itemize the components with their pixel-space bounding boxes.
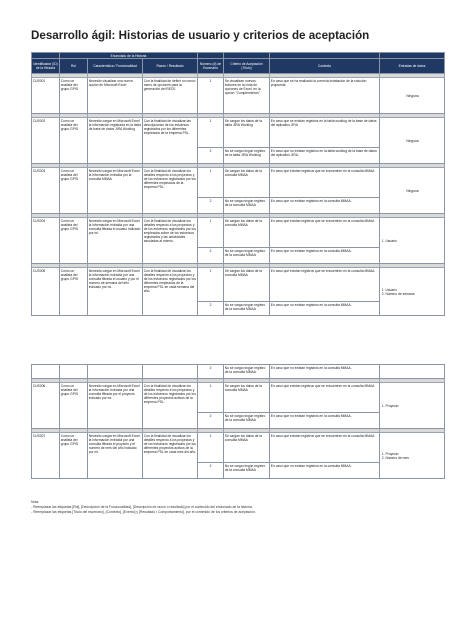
scenario-number-cell: 1 [198,78,224,114]
notes-heading: Nota: [31,500,40,504]
story-razon-cell: Con la finalidad de visualizar las descripciones de los esfuerzos registrados por los diferentes empleados de la empresa PSL. [143,118,198,164]
story-rol-cell: Como un analista del grupo GPIS [60,268,88,316]
scenario-number-cell: 1 [198,383,224,413]
col-header-caracteristica: Característica / Funcionalidad [88,59,143,74]
page-gap [31,280,444,364]
col-header-numero: Número (#) de Escenario [198,59,224,74]
entrada-item: 1. Usuario [381,287,397,292]
group-header-story: Enunciado de la Historia [60,53,198,59]
entrada-item: Ninguna [406,93,419,98]
story-row [32,118,445,148]
scenario-number-cell: 2 [198,413,224,429]
story-entradas-cell [380,218,445,264]
scenario-number-cell: 2 [198,302,224,316]
stories-sheet [31,52,444,316]
notes-line: - Reemplazar las etiquetas [Rol], [Descripción de la Funcionalidad], [Descripción de razón o resultado] por el contenido del enunciado de la historia. [31,505,253,509]
story-row [32,383,445,413]
story-entradas-cell [380,433,445,479]
story-rol-cell: Como un analista del grupo GPIS [60,433,88,479]
scenario-criterio-cell: No se carga ningún registro de la consulta MMAA [224,302,270,316]
story-caracteristica-cell: Necesito cargar en Microsoft Excel la información extraída por una consulta filtrada el usuario indicado por mi. [88,218,143,264]
scenario-number-cell: 1 [198,168,224,198]
stories-sheet-continued [31,364,444,479]
scenario-criterio-cell: Se visualizan nuevos botones en la cinta de opciones de Excel, en la opción "Complementos" [224,78,270,114]
story-rol-cell: Como un analista del grupo GPIS [60,218,88,264]
story-row [32,218,445,248]
story-caracteristica-cell: Necesito cargar en Microsoft Excel la información extraída por la consulta MMAA [88,168,143,214]
story-razon-cell: Con la finalidad de visualizar los detalles respecto a los proyectos y de los esfuerzos registrados por los empleados sobre de los esfuerzos registrados y las actividades asociadas al mismo. [143,218,198,264]
scenario-criterio-cell: No se carga ningún registro de la tabla JIRA Worklog [224,148,270,164]
story-id-cell: CUS001 [32,78,60,114]
story-entradas-cell [380,78,445,114]
page-title: Desarrollo ágil: Historias de usuario y criterios de aceptación [31,29,370,42]
empty-cell [88,365,143,379]
entrada-item: 1. Proyecto [381,451,399,456]
continuation-row [32,365,445,379]
story-caracteristica-cell: Necesito cargar en Microsoft Excel la información extraída por una consulta filtrada el proyecto y el número de mes del año indicado por mí. [88,433,143,479]
entrada-item: 2. Número de mes [381,455,409,460]
col-header-criterio: Criterio de Aceptación (Título) [224,59,270,74]
empty-cell [143,365,198,379]
scenario-contexto-cell: En caso que se ha realizado la correcta instalación de la solución propuesta [270,78,380,114]
story-id-cell: CUS002 [32,118,60,164]
entrada-item: 1. Usuario [381,238,397,243]
story-caracteristica-cell: Necesito cargar en Microsoft Excel la información registrada en la tabla de base de datos JIRA Worklog [88,118,143,164]
scenario-number-cell: 2 [198,248,224,264]
story-entradas-cell [380,168,445,214]
scenario-contexto-cell: En caso que no existan registros en la consulta MMAA. [270,413,380,429]
scenario-number-cell: 1 [198,218,224,248]
scenario-number-cell: 1 [198,118,224,148]
story-razon-cell: Con la finalidad de visualizar los detalles respecto a los proyectos y de los esfuerzos registrados por los diferentes proyectos activos de la empresa PSL. [143,383,198,429]
entrada-item: Ninguna [406,188,419,193]
scenario-number-cell: 2 [198,148,224,164]
story-razon-cell: Con la finalidad de visualizar los detalles respecto a los proyectos y de los esfuerzos registrados por los diferentes empleados de la empresa PSL en cada semana del año. [143,268,198,316]
scenario-contexto-cell: En caso que existan registros que se encuentren en la consulta MMAA [270,433,380,463]
scenario-contexto-cell: En caso que no existan registros en la consulta MMAA. [270,463,380,479]
notes [31,500,256,515]
scenario-criterio-cell: No se carga ningún registro de la consulta MMAA [224,198,270,214]
entrada-item: 1. Proyecto [381,403,399,408]
scenario-contexto-cell: En caso que existan registros que se encuentren en la consulta MMAA [270,383,380,413]
story-rol-cell: Como un analista del grupo GPIS [60,78,88,114]
story-id-cell: CUS007 [32,433,60,479]
col-header-entradas: Entradas de datos [380,59,445,74]
story-id-cell: CUS004 [32,218,60,264]
col-header-contexto: Contexto [270,59,380,74]
scenario-criterio-cell: Se cargan los datos de la consulta MMAA [224,433,270,463]
story-rol-cell: Como un analista del grupo GPIS [60,118,88,164]
story-razon-cell: Con la finalidad de visualizar los detalles respecto a los proyectos y de los esfuerzos registrados por los diferentes empleados de la empresa PSL. [143,168,198,214]
scenario-contexto-cell: En caso que existan registros que se encuentren en la consulta MMAA [270,218,380,248]
scenario-criterio-cell: No se carga ningún registro de la consulta MMAA [224,248,270,264]
story-row [32,433,445,463]
scenario-contexto-cell: En caso que se existan registros en la tabla worklog de la base de datos del aplicativo JIRA [270,118,380,148]
scenario-contexto-cell: En caso que existan registros que se encuentren en la consulta MMAA. [270,268,380,302]
scenario-contexto-cell: En caso que existan registros que se encuentren en la consulta MMAA [270,168,380,198]
scenario-number-cell: 1 [198,433,224,463]
col-header-rol: Rol [60,59,88,74]
story-id-cell: CUS003 [32,168,60,214]
scenario-contexto-cell: En caso que no existan registros en la consulta MMAA. [270,302,380,316]
scenario-criterio-cell: No se carga ningún registro de la consulta MMAA. [224,365,270,379]
scenario-contexto-cell: En caso que no existan registros en la consulta MMAA. [270,365,380,379]
scenario-criterio-cell: Se cargan los datos de la consulta MMAA [224,383,270,413]
empty-cell [380,365,445,379]
scenario-criterio-cell: Se cargan los datos de la consulta MMAA [224,218,270,248]
story-razon-cell: Con la finalidad de visualizar los detalles respecto a los proyectos y de los esfuerzos registrados por los diferentes proyectos activos de la empresa PSL en cada mes del año. [143,433,198,479]
story-id-cell: CUS005 [32,268,60,316]
story-row [32,78,445,114]
story-entradas-cell [380,383,445,429]
notes-line: - Reemplazar las etiquetas [Título del escenario], [Contexto], [Evento] y [Resultado / Comportamiento], por el contenido de los criterios de aceptación. [31,510,256,514]
scenario-criterio-cell: Se cargan los datos de la tabla JIRA Worklog [224,118,270,148]
empty-cell [60,365,88,379]
story-razon-cell: Con la finalidad de definir un nuevo menú de opciones para la generación del RECE. [143,78,198,114]
scenario-number-cell: 2 [198,463,224,479]
scenario-criterio-cell: Se cargan los datos de la consulta MMAA [224,268,270,302]
empty-cell [32,365,60,379]
story-row [32,168,445,198]
story-entradas-cell [380,118,445,164]
scenario-criterio-cell: Se cargan los datos de la consulta MMAA [224,168,270,198]
story-caracteristica-cell: Necesito cargar en Microsoft Excel la información extraída por una consulta filtrada el usuario y por el número de semana del año indicado por mí. [88,268,143,316]
col-header-razon: Razón / Resultado [143,59,198,74]
story-caracteristica-cell: Necesito visualizar una nueva opción de Microsoft Excel [88,78,143,114]
story-rol-cell: Como un analista del grupo GPIS [60,383,88,429]
story-rol-cell: Como un analista del grupo GPIS [60,168,88,214]
stories-table-top [31,52,445,316]
entrada-item: 2. Número de semana [381,291,415,296]
scenario-contexto-cell: En caso que no existan registros en la tabla worklog de la base de datos del aplicativo JIRA. [270,148,380,164]
scenario-number-cell: 1 [198,268,224,302]
col-header-id: Identificador (ID) de la Historia [32,59,60,74]
scenario-contexto-cell: En caso que no existan registros en la consulta MMAA. [270,248,380,264]
story-id-cell: CUS006 [32,383,60,429]
scenario-number-cell: 2 [198,198,224,214]
scenario-criterio-cell: No se carga ningún registro de la consulta MMAA [224,413,270,429]
story-caracteristica-cell: Necesito cargar en Microsoft Excel la información extraída por una consulta filtrada por el proyecto indicado por mí. [88,383,143,429]
scenario-contexto-cell: En caso que no existan registros en la consulta MMAA. [270,198,380,214]
stories-table-bottom [31,364,445,479]
scenario-criterio-cell: No se carga ningún registro de la consulta MMAA [224,463,270,479]
scenario-number-cell: 2 [198,365,224,379]
entrada-item: Ninguna [406,138,419,143]
